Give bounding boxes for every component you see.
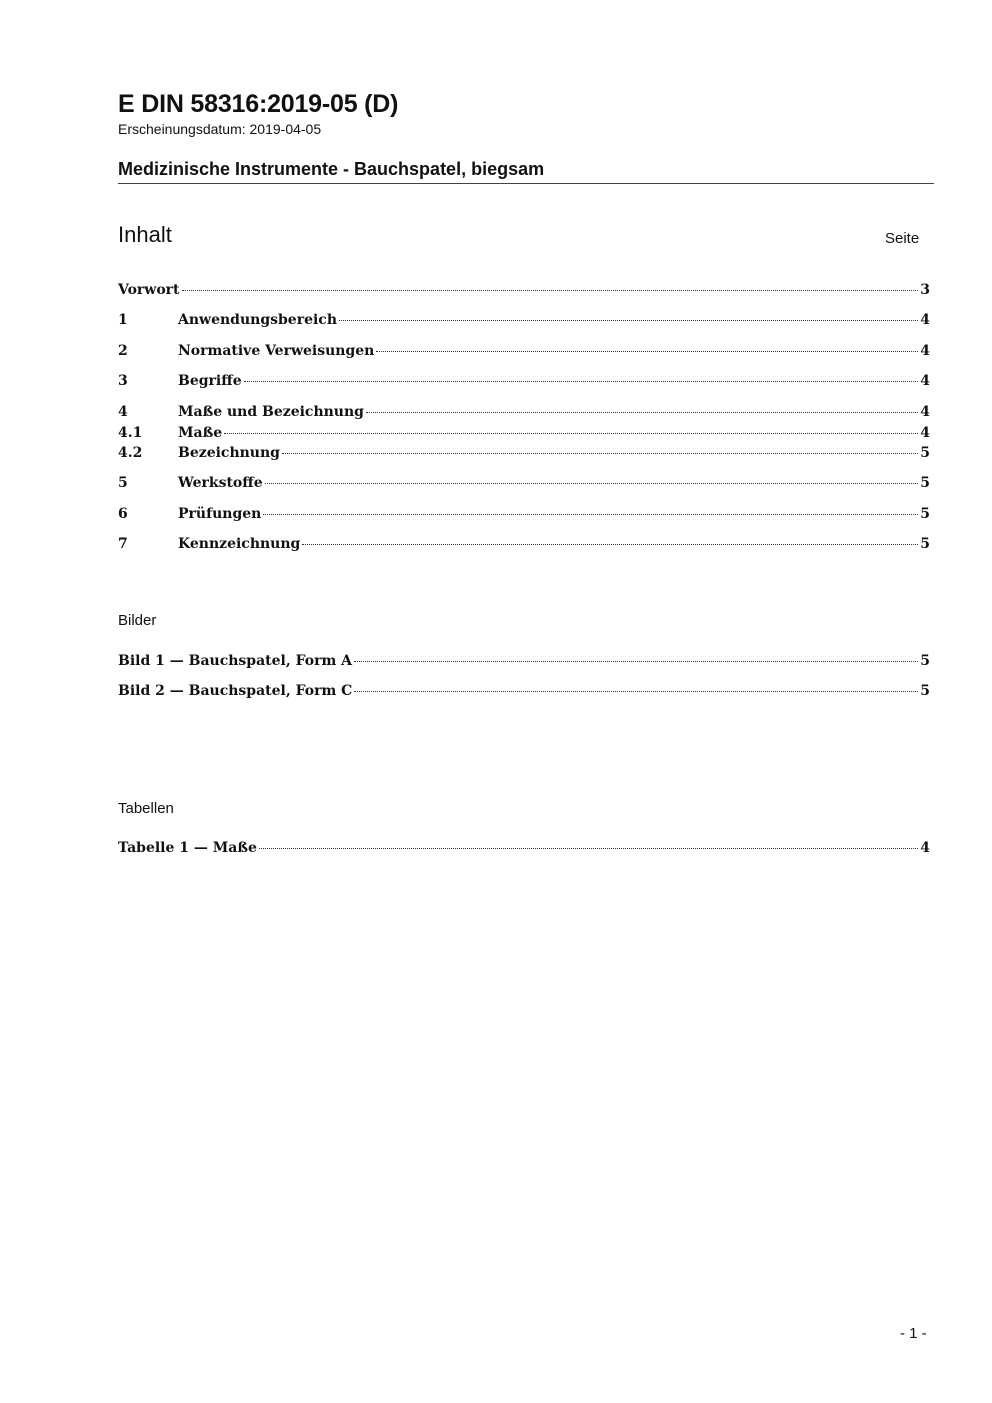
toc-entry[interactable] (118, 474, 930, 492)
toc-entry-title: Prüfungen (178, 506, 262, 522)
toc-entry-page: 4 (920, 312, 930, 328)
toc-entry-number: 2 (118, 343, 128, 359)
toc-entry-title: Bezeichnung (178, 445, 280, 461)
toc-entry-page: 5 (920, 475, 930, 491)
figure-entry-page: 5 (920, 653, 930, 669)
table-entry-title: Tabelle 1 — Maße (118, 840, 257, 856)
toc-entry-title: Kennzeichnung (178, 536, 301, 552)
dot-leader (376, 351, 918, 352)
toc-entry[interactable] (118, 342, 930, 360)
toc-entry-number: 3 (118, 373, 128, 389)
toc-entry-number: 6 (118, 506, 128, 522)
dot-leader (366, 412, 918, 413)
dot-leader (263, 514, 918, 515)
publication-date: Erscheinungsdatum: 2019-04-05 (118, 121, 322, 137)
toc-entry-page: 3 (920, 282, 930, 298)
page-column-label: Seite (885, 230, 920, 247)
toc-entry-title: Anwendungsbereich (178, 312, 337, 328)
dot-leader (259, 848, 918, 849)
figures-label: Bilder (118, 612, 157, 629)
toc-entry-page: 4 (920, 404, 930, 420)
toc-entry-title: Werkstoffe (178, 475, 263, 491)
dot-leader (354, 691, 918, 692)
toc-entry-title: Maße (178, 425, 223, 441)
dot-leader (182, 290, 919, 291)
table-entry-page: 4 (920, 840, 930, 856)
figure-entry-title: Bild 1 — Bauchspatel, Form A (118, 653, 353, 669)
document-id: E DIN 58316:2019-05 (D) (118, 90, 399, 118)
toc-entry-page: 4 (920, 373, 930, 389)
dot-leader (302, 544, 918, 545)
toc-entry[interactable] (118, 424, 930, 442)
dot-leader (224, 433, 918, 434)
document-subtitle: Medizinische Instrumente - Bauchspatel, biegsam (118, 159, 545, 179)
toc-heading: Inhalt (118, 222, 172, 247)
toc-entry[interactable] (118, 403, 930, 421)
toc-entry-number: 7 (118, 536, 128, 552)
toc-entry-page: 4 (920, 343, 930, 359)
toc-entry-number: 4.1 (118, 425, 143, 441)
toc-entry[interactable] (118, 505, 930, 523)
dot-leader (339, 320, 918, 321)
dot-leader (354, 661, 918, 662)
figure-entry-page: 5 (920, 683, 930, 699)
figure-entry[interactable] (118, 682, 930, 700)
toc-entry-title: Normative Verweisungen (178, 343, 375, 359)
tables-label: Tabellen (118, 800, 174, 817)
header-divider (118, 183, 934, 184)
dot-leader (282, 453, 918, 454)
toc-entry[interactable] (118, 372, 930, 390)
toc-entry-title: Vorwort (118, 282, 180, 298)
figure-entry-title: Bild 2 — Bauchspatel, Form C (118, 683, 353, 699)
toc-entry[interactable] (118, 281, 930, 299)
dot-leader (265, 483, 919, 484)
toc-entry-page: 5 (920, 536, 930, 552)
toc-entry-number: 4.2 (118, 445, 143, 461)
table-entry[interactable] (118, 839, 930, 857)
toc-entry[interactable] (118, 311, 930, 329)
toc-entry-number: 5 (118, 475, 128, 491)
figure-entry[interactable] (118, 652, 930, 670)
toc-entry-title: Maße und Bezeichnung (178, 404, 364, 420)
toc-entry-number: 1 (118, 312, 128, 328)
toc-entry-page: 5 (920, 445, 930, 461)
toc-entry-number: 4 (118, 404, 128, 420)
toc-entry-page: 5 (920, 506, 930, 522)
toc-entry-title: Begriffe (178, 373, 242, 389)
dot-leader (244, 381, 919, 382)
toc-entry[interactable] (118, 444, 930, 462)
toc-entry-page: 4 (920, 425, 930, 441)
toc-entry[interactable] (118, 535, 930, 553)
page-number: - 1 - (900, 1325, 927, 1342)
